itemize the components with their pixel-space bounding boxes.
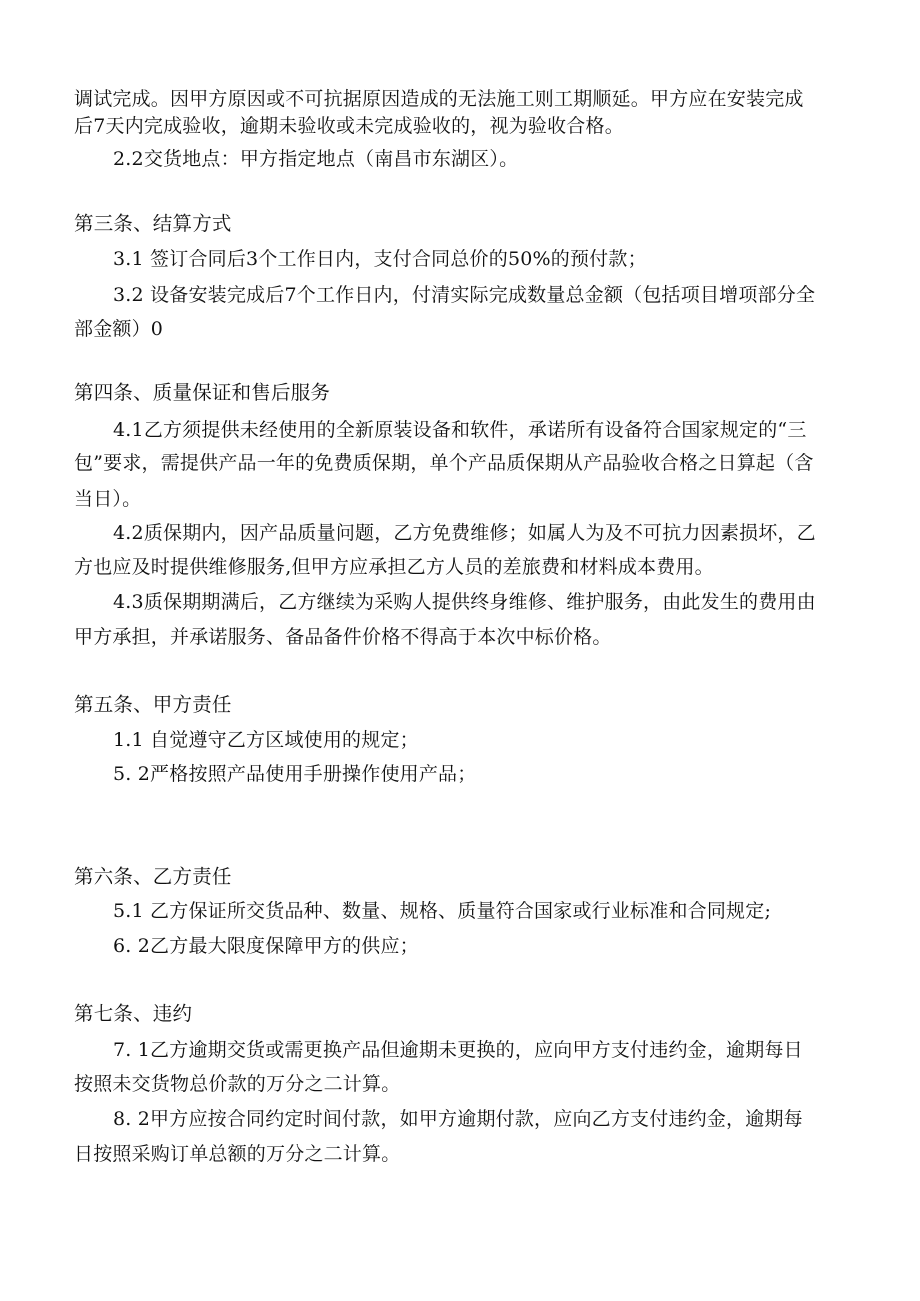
clause-7-2-line-1: 8. 2甲方应按合同约定时间付款，如甲方逾期付款，应向乙方支付违约金，逾期每 (113, 1108, 803, 1130)
clause-5-2: 5. 2严格按照产品使用手册操作使用产品； (113, 763, 477, 785)
clause-4-1-line-1: 4.1乙方须提供未经使用的全新原装设备和软件，承诺所有设备符合国家规定的“三 (113, 419, 807, 441)
clause-4-1-line-3: 当日）。 (74, 488, 142, 510)
clause-6-1: 5.1 乙方保证所交货品种、数量、规格、质量符合国家或行业标准和合同规定; (113, 900, 772, 922)
clause-7-1-line-2: 按照未交货物总价款的万分之二计算。 (74, 1073, 401, 1095)
clause-4-3-line-1: 4.3质保期期满后，乙方继续为采购人提供终身维修、维护服务，由此发生的费用由 (113, 591, 816, 613)
clause-7-2-line-2: 日按照采购订单总额的万分之二计算。 (74, 1143, 401, 1165)
article-3-title: 第三条、结算方式 (74, 212, 232, 235)
intro-line-1: 调试完成。因甲方原因或不可抗据原因造成的无法施工则工期顺延。甲方应在安装完成 (74, 88, 804, 110)
clause-4-3-line-2: 甲方承担，并承诺服务、备品备件价格不得高于本次中标价格。 (74, 626, 612, 648)
clause-7-1-line-1: 7. 1乙方逾期交货或需更换产品但逾期未更换的，应向甲方支付违约金，逾期每日 (113, 1039, 803, 1061)
clause-3-2-line-2: 部金额）0 (74, 318, 164, 340)
clause-5-1: 1.1 自觉遵守乙方区域使用的规定； (113, 729, 419, 751)
intro-line-2: 后7天内完成验收，逾期未验收或未完成验收的，视为验收合格。 (74, 115, 624, 137)
article-7-title: 第七条、违约 (74, 1002, 193, 1025)
clause-4-2-line-1: 4.2质保期内，因产品质量问题，乙方免费维修；如属人为及不可抗力因素损坏，乙 (113, 522, 816, 544)
clause-4-1-line-2: 包”要求，需提供产品一年的免费质保期，单个产品质保期从产品验收合格之日算起（含 (74, 452, 814, 474)
article-5-title: 第五条、甲方责任 (74, 693, 232, 716)
clause-3-1: 3.1 签订合同后3个工作日内，支付合同总价的50%的预付款； (113, 248, 647, 270)
clause-4-2-line-2: 方也应及时提供维修服务,但甲方应承担乙方人员的差旅费和材料成本费用。 (74, 556, 714, 578)
article-4-title: 第四条、质量保证和售后服务 (74, 381, 331, 404)
clause-6-2: 6. 2乙方最大限度保障甲方的供应； (113, 935, 419, 957)
clause-3-2-line-1: 3.2 设备安装完成后7个工作日内，付清实际完成数量总金额（包括项目增项部分全 (113, 284, 816, 306)
article-6-title: 第六条、乙方责任 (74, 865, 232, 888)
clause-2-2: 2.2交货地点：甲方指定地点（南昌市东湖区）。 (113, 148, 519, 170)
